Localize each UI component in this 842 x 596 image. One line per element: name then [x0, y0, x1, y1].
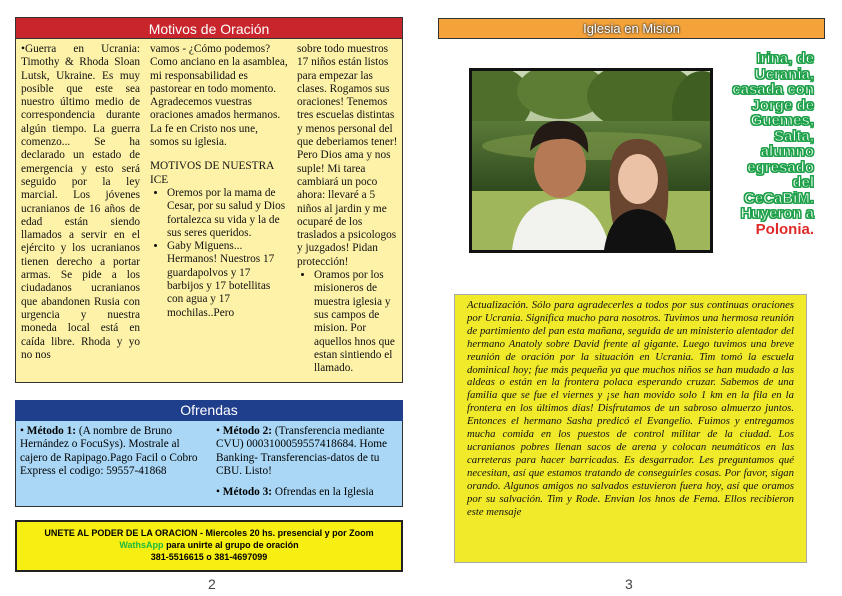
method-1-label: Método 1:	[26, 425, 77, 437]
page-number-right: 3	[625, 576, 633, 592]
contact-phones: 381-5516615 o 381-4697099	[150, 552, 268, 562]
caption-text: Irina, de Ucrania, casada con Jorge de Guemes, Salta, alumno egresado del CeCaBiM. Huyeron a	[732, 50, 814, 222]
ice-prayer-list	[150, 187, 288, 320]
couple-photo	[469, 68, 713, 253]
prayer-item-cesar-mother: • Oremos por la mama de Cesar, por su salud y Dios fortalezca su vida y la de sus seres queridos.	[167, 187, 288, 240]
offering-method-2: • Método 2: (Transferencia mediante CVU) 0003100059557418684. Home Banking- Transferencias-datos de tu CBU. Listo!	[216, 425, 388, 477]
whatsapp-line-rest: para unirte al grupo de oración	[163, 540, 299, 550]
prayer-column-2	[150, 43, 288, 320]
update-message-box	[454, 294, 807, 563]
prayer-meeting-line: UNETE AL PODER DE LA ORACION - Miercoles 20 hs. presencial y por Zoom	[44, 528, 374, 538]
caption-country: Polonia	[755, 220, 810, 238]
offerings-title: Ofrendas	[15, 400, 403, 421]
update-message-text: Actualización. Sólo para agradecerles a todos por sus continuas oraciones por Ucrania. Significa mucho para nosotros. Tuvimos una hermosa reunión de partimiento del pan esta mañana, seguida de un ministerio alentador del hermano Anatoly sobre David frente al gigante. Luego tuvimos una breve reunión de oración por la situación en Ucrania. Tim tomó la escuela dominical hoy; fue más pequeña ya que muchos niños se han mudado a las aldeas o están en la frontera polaca esperando cruzar. Sabemos de una familia que se fue el viernes y ¡se han movido solo 1 km en la fila en la frontera en los últimos días! Disfrutamos de un sabroso almuerzo juntos. Entonces el hermano Sasha predicó el Evangelio. Fuimos y entregamos mucha comida en los puestos de control militar de la ciudad. Los ucranianos pobres llenan sacos de arena y colocan neumáticos en las carreteras para hacer barricadas. Es desgarrador. Les preguntamos qué necesitan, así que estamos tratando de conseguirles cosas. Por favor, sigan orando. Algunos amigos no salvados estuvieron fuera hoy, así que oramos por su salvación. Tim y Rode. Envian los hnos de Fema. Ellos recibieron este mensaje	[467, 299, 794, 518]
whatsapp-label: WathsApp	[119, 540, 164, 550]
method-2-label: Método 2:	[222, 425, 273, 437]
whatsapp-line	[17, 539, 401, 551]
offering-method-1: • Método 1: (A nombre de Bruno Hernández o FocuSys). Mostrale al cajero de Rapipago.Pago Facil o Cobro Express el codigo: 59557-41868	[20, 425, 198, 477]
method-2-text: (Transferencia mediante CVU) 0003100059557418684. Home Banking- Transferencias-datos de tu CBU. Listo!	[216, 425, 388, 477]
prayer-item-missionaries: • Oramos por los misioneros de muestra iglesia y sus campos de mision. Por aquellos hnos que estan sintiendo el llamado.	[314, 269, 401, 375]
prayer-column-1	[21, 43, 140, 362]
ice-prayer-heading: MOTIVOS DE NUESTRA ICE	[150, 160, 274, 186]
ukraine-war-text: •Guerra en Ucrania: Timothy & Rhoda Sloan Lutsk, Ukraine. Es muy posible que este sea nuestro último medio de correspondencia durante algún tiempo. La guerra comenzo... Se ha declarado un estado de emergencia y esto será seguido por la ley marcial. Los jóvenes ucranianos de 16 años de edad están siendo llamados a servir en el ejército y los ucranianos tienen derecho a portar armas. Se pide a los ciudadanos ucranianos que abandonen Rusia con urgencia y nuestra moneda local está en caída libre. Rhoda y yo no nos	[21, 43, 140, 361]
prayer-call-box	[15, 520, 403, 572]
prayer-title: Motivos de Oración	[15, 17, 403, 39]
prayer-item-gaby: • Gaby Miguens... Hermanos! Nuestros 17 guardapolvos y 17 barbijos y 17 botellitas con agua y 17 mochilas..Pero	[167, 240, 288, 320]
prayer-column-3	[297, 43, 401, 375]
ukraine-war-continued: vamos - ¿Cómo podemos? Como anciano en la asamblea, mi responsabilidad es pastorear en todo momento. Agradecemos vuestras oraciones amados hermanos. La fe en Cristo nos une, somos su iglesia.	[150, 43, 288, 149]
gaby-continued: sobre todo muestros 17 niños están listos para empezar las clases. Rogamos sus oraciones! Tenemos tres escuelas distintas y menos personal del que deberiamos tener! Pero Dios ama y nos suple! Mi tarea cambiará un poco ahora: llevaré a 5 niños al jardin y me ocuparé de los traslados a psicologos y juzgados! Pidan protección!	[297, 43, 398, 268]
mission-title: Iglesia en Mision	[438, 18, 825, 39]
method-3-text: Ofrendas en la Iglesia	[274, 486, 374, 498]
photo-caption	[722, 51, 814, 237]
method-3-label: Método 3:	[222, 486, 273, 498]
missionary-prayer-list	[297, 269, 401, 375]
offering-method-3: • Método 3: Ofrendas en la Iglesia	[216, 486, 374, 498]
photo-illustration	[472, 71, 710, 250]
caption-period: .	[809, 220, 814, 238]
page-number-left: 2	[208, 576, 216, 592]
method-1-text: (A nombre de Bruno Hernández o FocuSys). Mostrale al cajero de Rapipago.Pago Facil o Cobro Express el codigo: 59557-41868	[20, 425, 198, 477]
